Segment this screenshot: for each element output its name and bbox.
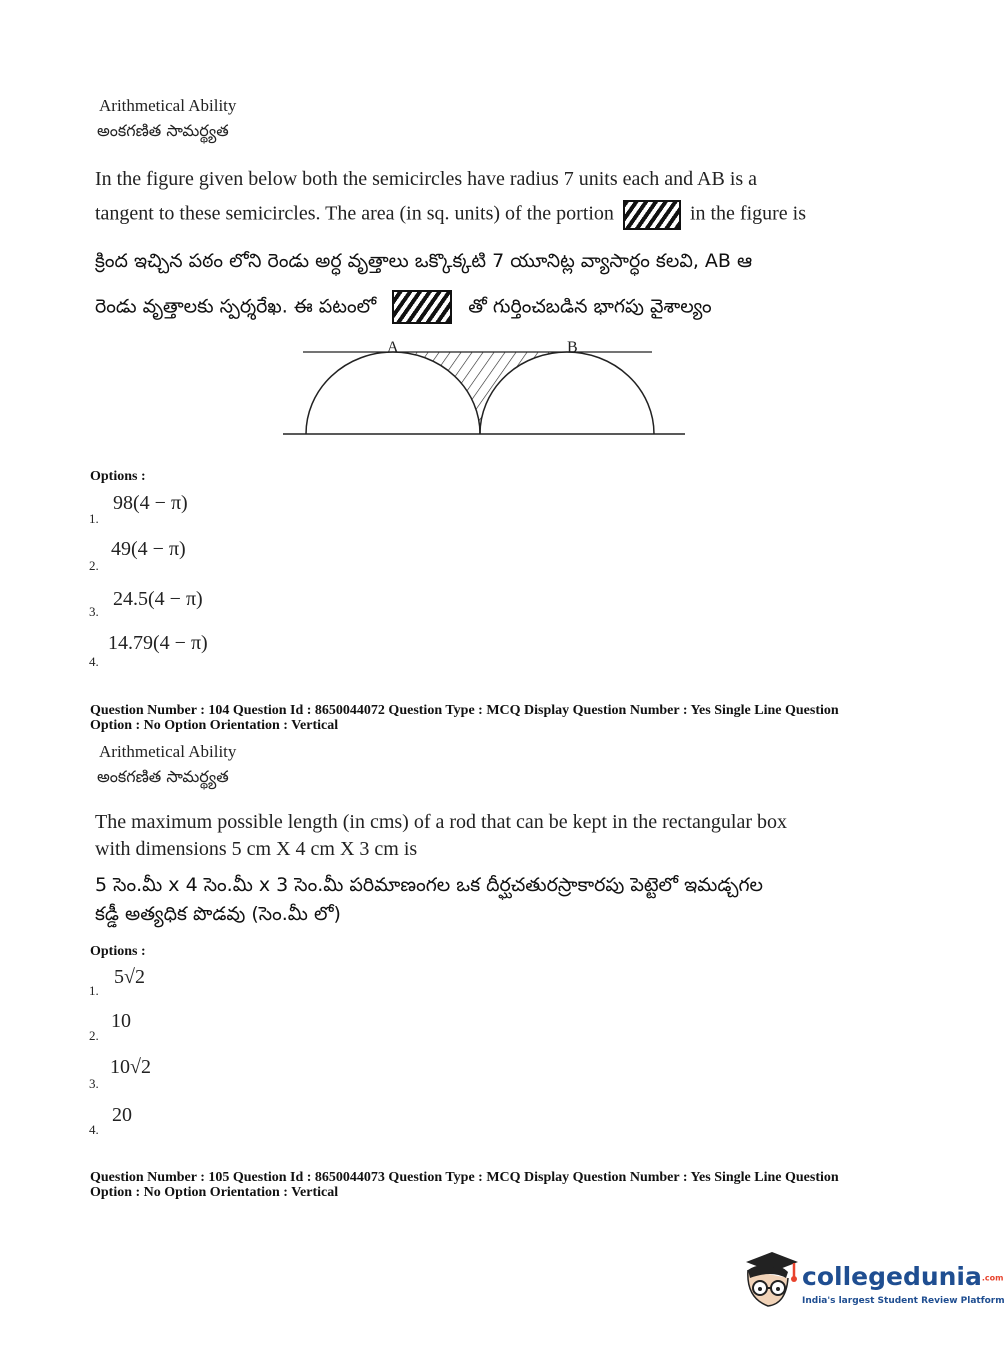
options-label: Options :	[90, 469, 146, 484]
option-number: 3.	[89, 1076, 99, 1091]
question-meta-line: Question Number : 105 Question Id : 8650044073 Question Type : MCQ Display Question Number : Yes Single Line Question	[90, 1170, 839, 1185]
question-text-segment: రెండు వృత్తాలకు స్పర్శరేఖ. ఈ పటంలో	[95, 295, 377, 318]
question-text-segment: తో గుర్తించబడిన భాగపు వైశాల్యం	[468, 295, 712, 318]
option-value[interactable]: 49(4 − π)	[111, 538, 186, 560]
option-number: 3.	[89, 604, 99, 619]
brand-suffix: .com	[981, 1273, 1004, 1283]
option-value[interactable]: 24.5(4 − π)	[113, 588, 203, 610]
question-text-telugu-line: 5 సెం.మీ x 4 సెం.మీ x 3 సెం.మీ పరిమాణంగల ఒక దీర్ఘచతురస్రాకారపు పెట్టెలో ఇమడ్చగల	[95, 874, 763, 896]
option-value[interactable]: 98(4 − π)	[113, 492, 188, 514]
option-number: 2.	[89, 558, 99, 573]
hatched-region	[393, 352, 567, 434]
question-text-line: The maximum possible length (in cms) of a rod that can be kept in the rectangular box	[95, 811, 788, 833]
subject-heading: Arithmetical Ability	[99, 96, 237, 115]
question-text-segment: in the figure is	[689, 202, 807, 225]
option-value[interactable]: 10√2	[110, 1056, 151, 1078]
collegedunia-logo[interactable]	[738, 1248, 1005, 1314]
subject-heading: Arithmetical Ability	[99, 742, 237, 761]
question-text-line	[95, 200, 806, 230]
brand-name: collegedunia	[802, 1262, 982, 1291]
option-value[interactable]: 14.79(4 − π)	[108, 632, 208, 654]
question-meta-line: Option : No Option Orientation : Vertical	[90, 718, 339, 733]
point-label-a: A	[387, 339, 399, 356]
option-number: 2.	[89, 1028, 99, 1043]
question-text-telugu-line	[95, 290, 712, 324]
question-text-segment: tangent to these semicircles. The area (in sq. units) of the portion	[95, 202, 614, 225]
question-text-line: with dimensions 5 cm X 4 cm X 3 cm is	[95, 838, 418, 860]
brand-tagline: India's largest Student Review Platform	[802, 1296, 1005, 1306]
question-text-line: In the figure given below both the semicircles have radius 7 units each and AB is a	[95, 168, 758, 190]
option-value[interactable]: 10	[111, 1010, 131, 1032]
subject-heading-telugu: అంకగణిత సామర్థ్యత	[97, 767, 229, 786]
option-number: 4.	[89, 1122, 99, 1137]
mascot-icon	[738, 1248, 800, 1312]
subject-heading-telugu: అంకగణిత సామర్థ్యత	[97, 121, 229, 140]
hatched-region-swatch	[623, 200, 681, 230]
option-value[interactable]: 5√2	[114, 966, 145, 988]
option-number: 1.	[89, 511, 99, 526]
point-label-b: B	[567, 339, 578, 356]
option-number: 1.	[89, 983, 99, 998]
question-meta-line: Option : No Option Orientation : Vertical	[90, 1185, 339, 1200]
semicircles-figure	[275, 335, 695, 445]
question-text-telugu-line: కడ్డీ అత్యధిక పొడవు (సెం.మీ లో)	[95, 903, 341, 925]
option-value[interactable]: 20	[112, 1104, 132, 1126]
question-meta-line: Question Number : 104 Question Id : 8650044072 Question Type : MCQ Display Question Number : Yes Single Line Question	[90, 703, 839, 718]
options-label: Options :	[90, 944, 146, 959]
hatched-region-swatch	[392, 290, 452, 324]
option-number: 4.	[89, 654, 99, 669]
question-text-telugu-line: క్రింద ఇచ్చిన పఠం లోని రెండు అర్ధ వృత్తాలు ఒక్కొక్కటి 7 యూనిట్ల వ్యాసార్ధం కలవి, AB ఆ	[95, 250, 753, 272]
